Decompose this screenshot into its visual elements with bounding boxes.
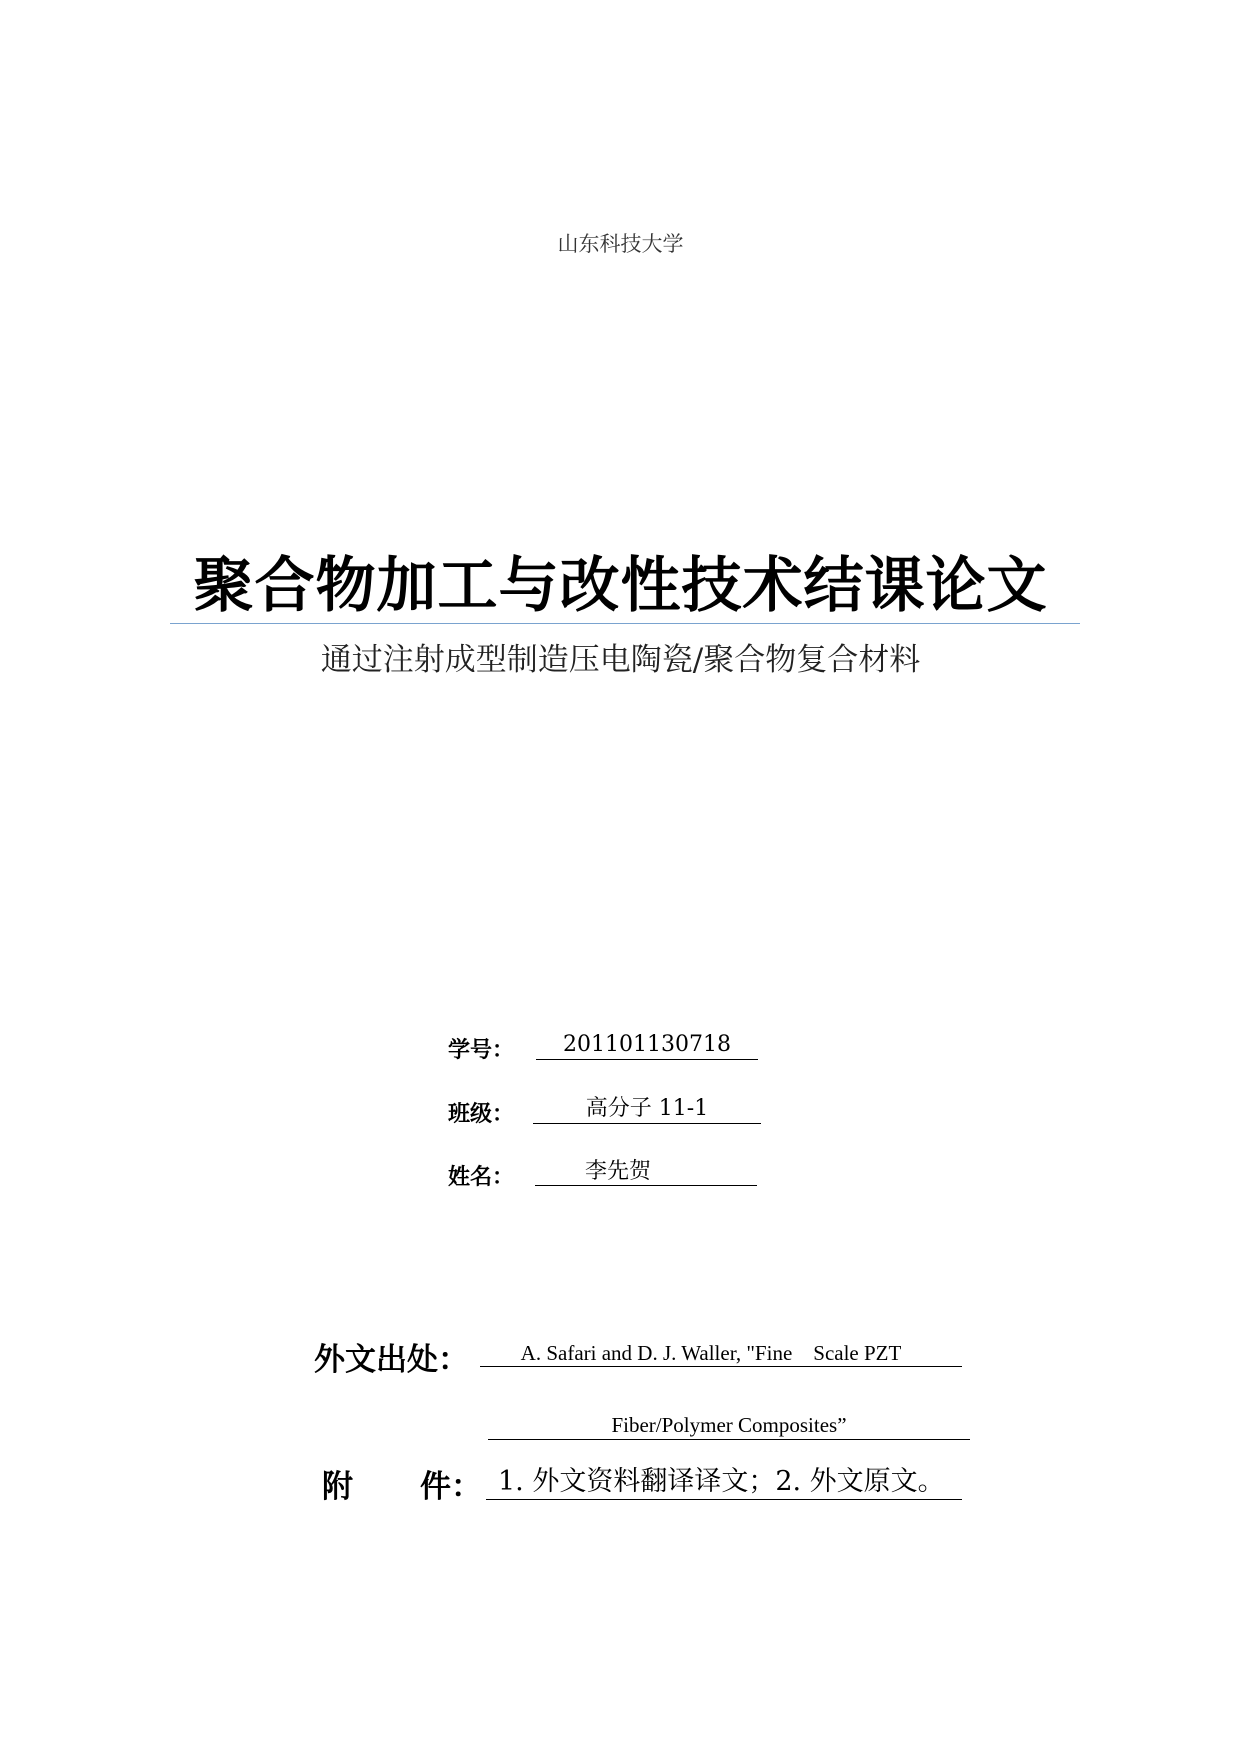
student-id-label: 学号： [448, 1038, 515, 1063]
student-id-value: 201101130718 [536, 1031, 758, 1060]
university-name: 山东科技大学 [557, 232, 684, 256]
attachment-label-char1: 附 [322, 1469, 353, 1505]
paper-subtitle: 通过注射成型制造压电陶瓷/聚合物复合材料 [320, 642, 921, 678]
attachment-label-char2: 件： [420, 1469, 482, 1505]
attachment-value: 1. 外文资料翻译译文；2. 外文原文。 [486, 1464, 962, 1500]
paper-title: 聚合物加工与改性技术结课论文 [193, 551, 1048, 621]
class-value: 高分子 11-1 [533, 1095, 761, 1124]
title-divider [170, 623, 1080, 624]
source-line-2: Fiber/Polymer Composites” [488, 1411, 970, 1440]
source-label: 外文出处： [314, 1342, 469, 1378]
class-label: 班级： [448, 1102, 515, 1127]
name-label: 姓名： [448, 1165, 515, 1190]
source-line-1: A. Safari and D. J. Waller, "Fine Scale PZT [480, 1339, 962, 1367]
student-name-value: 李先贺 [535, 1158, 757, 1186]
